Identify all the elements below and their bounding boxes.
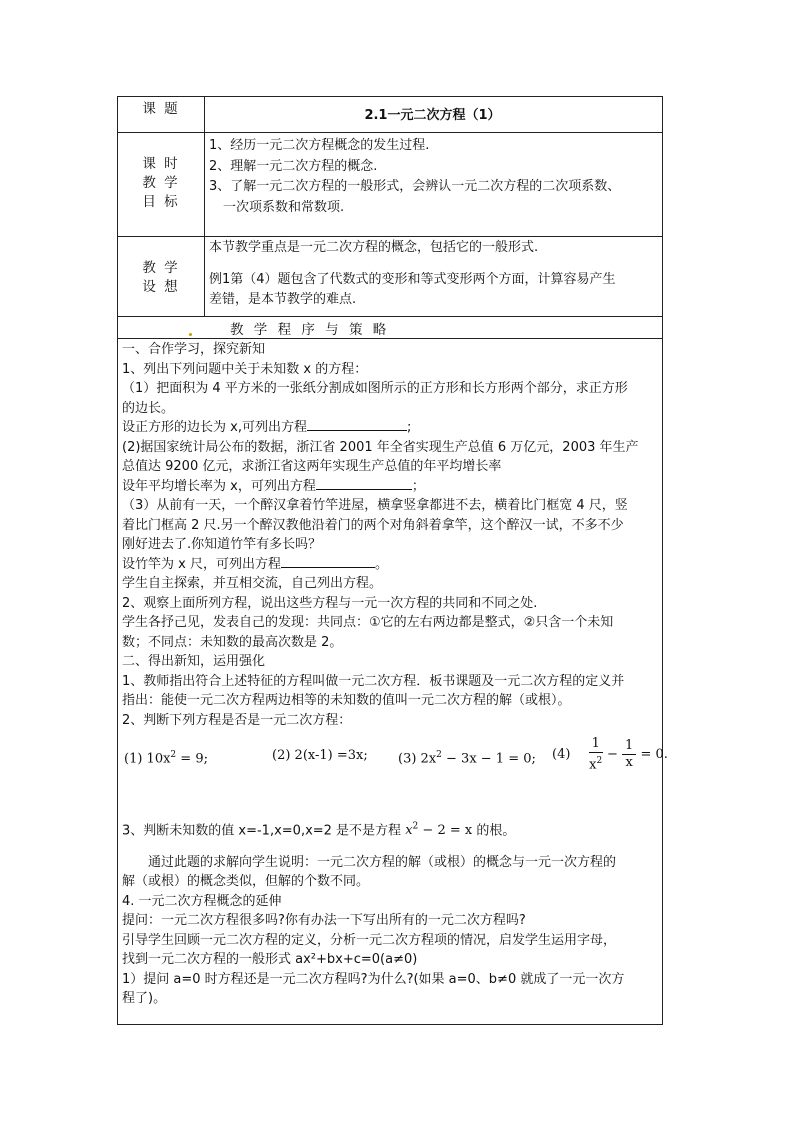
objectives-row xyxy=(118,133,662,237)
design-row xyxy=(118,237,662,317)
decorative-dot xyxy=(189,333,192,336)
design-label: 教 学 设 想 xyxy=(142,260,180,295)
fraction: $\frac{1}{x^2}$ xyxy=(589,736,603,773)
equation-1: (1) $10x^2 = 9$; xyxy=(124,750,208,767)
answer-blank xyxy=(281,555,375,568)
answer-blank xyxy=(316,477,412,490)
equation-4: (4) $\frac{1}{x^2}$ − $\frac{1}{x}$ = 0. xyxy=(552,736,668,773)
column-divider xyxy=(204,97,205,317)
procedure-content: 一、合作学习，探究新知 1、列出下列问题中关于未知数 x 的方程： （1）把面积为 4 平方米的一张纸分割成如图所示的正方形和长方形两个部分，求正方形 的边长。 设正方形的边长为 x,可列出方程 ; (2)据国家统计局公布的数据，浙江省 2001 年全省实现生产总值 6 万亿元，2003 年生产 总值达 9200 亿元，求浙江省这两年实现生产总值的年平均增长率 设年平均增长率为 x，可列出方程 ； （3）从前有一天，一个醉汉拿着竹竿进屋，横拿竖拿都进不去，横着比门框宽 4 尺，竖 着比门框高 2 尺.另一个醉汉教他沿着门的两个对角斜着拿竿，这个醉汉一试，不多不少 刚好进去了.你知道竹竿有多长吗？ 设竹竿为 x 尺，可列出方程 。 学生自主探索，并互相交流，自己列出方程。 2、观察上面所列方程，说出这些方程与一元一次方程的共同和不同之处. 学生各抒己见，发表自己的发现：共同点：①它的左右两边都是整式，②只含一个未知 数；不同点：未知数的最高次数是 2。 二、得出新知，运用强化 1、教师指出符合上述特征的方程叫做一元二次方程．板书课题及一元二次方程的定义并 指出：能使一元二次方程两边相等的未知数的值叫一元二次方程的解（或根）。 2、判断下列方程是否是一元二次方程： (1) $10x^2 = 9$; (2) 2(x-1) =3x; (3) $2x^2 - 3x - 1 = 0$; (4) $\frac{1}{x^2}$ − $\frac{1}{x}$ = 0. 3、判断未知数的值 x=-1,x=0,x=2 是不是方程 $x^2 - 2 = x$ 的根。 通过此题的求解向学生说明：一元二次方程的解（或根）的概念与一元一次方程的 解（或根）的概念类似，但解的个数不同。 4. 一元二次方程概念的延伸 提问：一元二次方程很多吗?你有办法一下写出所有的一元二次方程吗? 引导学生回顾一元二次方程的定义，分析一元二次方程项的情况，启发学生运用字母， 找到一元二次方程的一般形式 ax²+bx+c=0(a≠0) 1）提问 a=0 时方程还是一元二次方程吗?为什么?(如果 a=0、b≠0 就成了一元一次方 程了)。 xyxy=(122,342,668,1007)
lesson-title: 2.1一元二次方程（1） xyxy=(364,108,501,123)
objective-item: 一次项系数和常数项. xyxy=(223,199,345,215)
lesson-plan-table xyxy=(117,96,668,1025)
equation-2: (2) 2(x-1) =3x; xyxy=(272,748,368,763)
objectives-label: 课 时 教 学 目 标 xyxy=(142,156,180,210)
title-row xyxy=(118,97,662,133)
section-2-title: 二、得出新知，运用强化 xyxy=(122,654,266,669)
procedure-heading: 教 学 程 序 与 策 略 xyxy=(230,322,390,338)
equation-3: (3) $2x^2 - 3x - 1 = 0$; xyxy=(398,750,536,767)
answer-blank xyxy=(307,418,407,431)
objective-item: 2、理解一元二次方程的概念. xyxy=(209,158,378,174)
topic-label: 课 题 xyxy=(142,101,180,117)
procedure-heading-row xyxy=(118,317,662,339)
question-1: 1、列出下列问题中关于未知数 x 的方程： xyxy=(122,361,368,377)
design-text: 本节教学重点是一元二次方程的概念，包括它的一般形式. 例1第（4）题包含了代数式的变形和等式变形两个方面，计算容易产生 差错，是本节教学的难点. xyxy=(209,240,616,307)
objective-item: 3、了解一元二次方程的一般形式，会辨认一元二次方程的二次项系数、 xyxy=(209,179,621,194)
section-1-title: 一、合作学习，探究新知 xyxy=(122,342,266,357)
equation-list xyxy=(122,736,668,784)
fraction: $\frac{1}{x}$ xyxy=(622,738,636,771)
objectives-list xyxy=(209,136,656,218)
objective-item: 1、经历一元二次方程概念的发生过程. xyxy=(209,138,430,153)
